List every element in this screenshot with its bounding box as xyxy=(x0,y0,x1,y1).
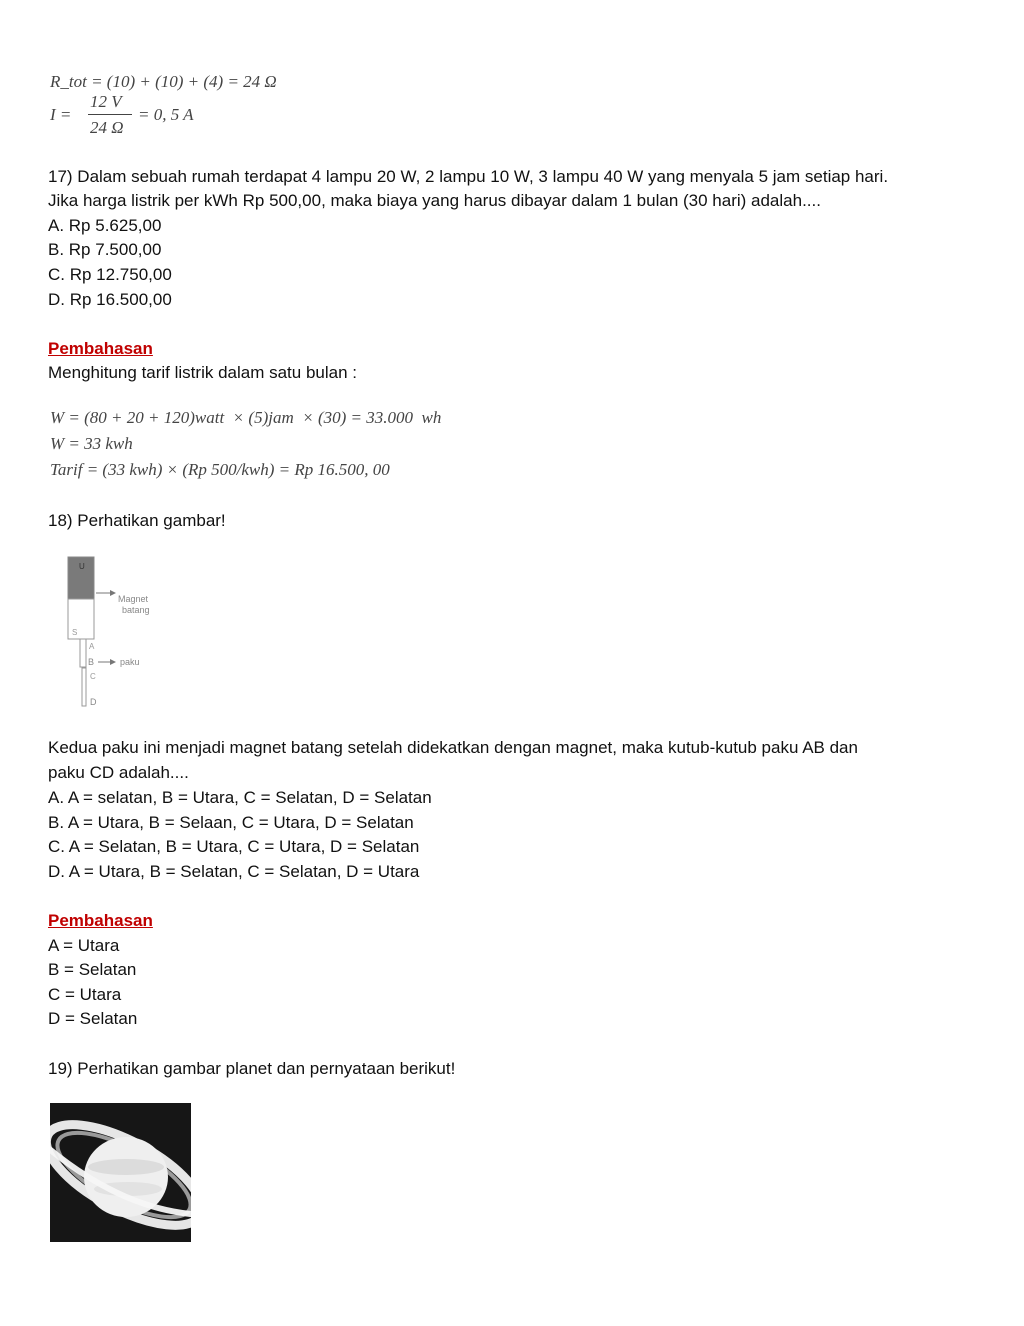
label-batang: batang xyxy=(122,605,150,615)
label-paku: paku xyxy=(120,657,140,667)
pembahasan-18-answer-b: B = Selatan xyxy=(48,960,137,979)
saturn-illustration xyxy=(50,1103,191,1242)
formula-current-lhs: I = xyxy=(50,105,72,124)
formula-tarif: Tarif = (33 kwh) × (Rp 500/kwh) = Rp 16.500, 00 xyxy=(50,460,390,479)
planet-image xyxy=(50,1103,191,1242)
pembahasan-18-answer-c: C = Utara xyxy=(48,985,122,1004)
arrow-magnet-head xyxy=(110,590,116,596)
label-b: B xyxy=(88,657,95,667)
label-magnet: Magnet xyxy=(118,594,149,604)
formula-current-numerator: 12 V xyxy=(90,92,122,111)
formula-rtot: R_tot = (10) + (10) + (4) = 24 Ω xyxy=(50,72,277,91)
nail-ab xyxy=(80,639,86,667)
q17-line2: Jika harga listrik per kWh Rp 500,00, maka biaya yang harus dibayar dalam 1 bulan (30 hari) adalah.... xyxy=(48,191,821,210)
q17-option-a: A. Rp 5.625,00 xyxy=(48,216,162,235)
q17-option-d: D. Rp 16.500,00 xyxy=(48,290,172,309)
q17-option-b: B. Rp 7.500,00 xyxy=(48,240,162,259)
magnet-figure xyxy=(60,555,170,710)
q18-option-b: B. A = Utara, B = Selaan, C = Utara, D = Selatan xyxy=(48,813,414,832)
formula-w2: W = 33 kwh xyxy=(50,434,133,453)
q18-line1: 18) Perhatikan gambar! xyxy=(48,511,226,530)
arrow-paku-head xyxy=(110,659,116,665)
nail-cd xyxy=(82,668,86,706)
label-a: A xyxy=(89,642,95,651)
label-s: S xyxy=(72,628,78,637)
formula-current-denominator: 24 Ω xyxy=(90,118,124,137)
fraction-bar xyxy=(88,114,132,115)
label-u: U xyxy=(79,562,85,571)
pembahasan-17-heading: Pembahasan xyxy=(48,339,153,358)
pembahasan-18-heading: Pembahasan xyxy=(48,911,153,930)
formula-w1: W = (80 + 20 + 120)watt × (5)jam × (30) = 33.000 wh xyxy=(50,408,442,427)
q18-option-c: C. A = Selatan, B = Utara, C = Utara, D = Selatan xyxy=(48,837,420,856)
pembahasan-18-answer-d: D = Selatan xyxy=(48,1009,138,1028)
pembahasan-18-answer-a: A = Utara xyxy=(48,936,120,955)
q18-option-a: A. A = selatan, B = Utara, C = Selatan, D = Selatan xyxy=(48,788,432,807)
q19-line1: 19) Perhatikan gambar planet dan pernyataan berikut! xyxy=(48,1059,456,1078)
q18-text2: paku CD adalah.... xyxy=(48,763,189,782)
formula-current-rhs: = 0, 5 A xyxy=(138,105,194,124)
q18-option-d: D. A = Utara, B = Selatan, C = Selatan, D = Utara xyxy=(48,862,420,881)
label-d: D xyxy=(90,697,97,707)
q17-option-c: C. Rp 12.750,00 xyxy=(48,265,172,284)
q17-line1: 17) Dalam sebuah rumah terdapat 4 lampu 20 W, 2 lampu 10 W, 3 lampu 40 W yang menyala 5 jam setiap hari. xyxy=(48,167,889,186)
pembahasan-17-intro: Menghitung tarif listrik dalam satu bulan : xyxy=(48,363,357,382)
q18-text1: Kedua paku ini menjadi magnet batang setelah didekatkan dengan magnet, maka kutub-kutub paku AB dan xyxy=(48,738,858,757)
label-c: C xyxy=(90,672,96,681)
